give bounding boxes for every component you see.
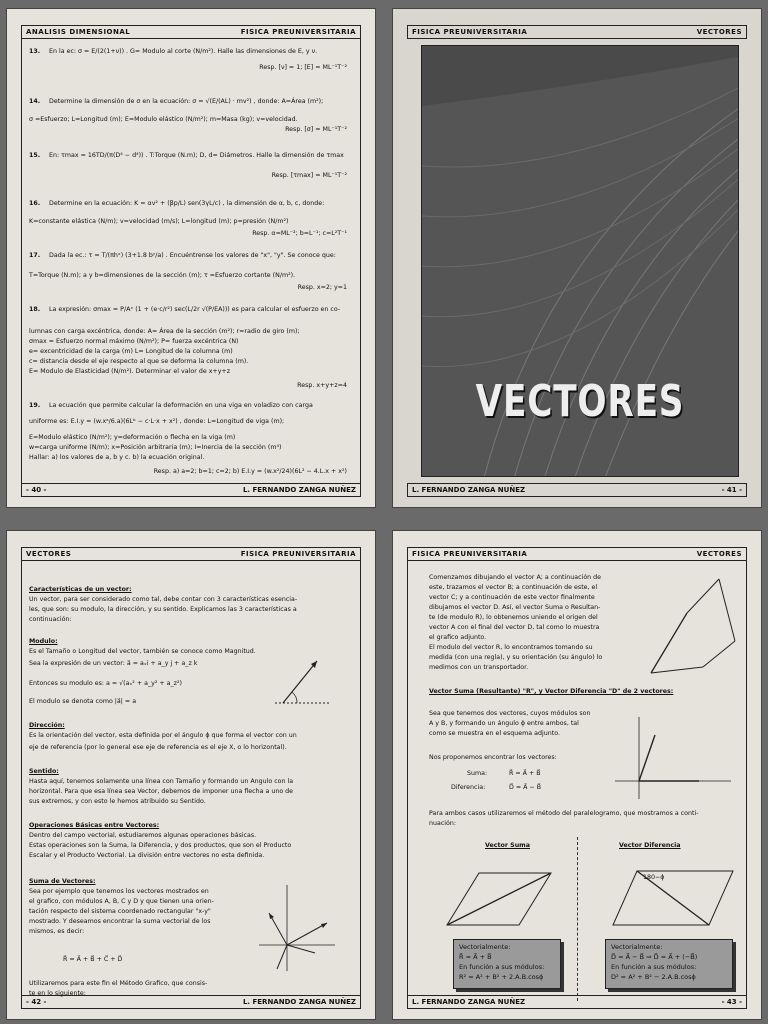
problem-19-text-3: E=Modulo elástico (N/m²); y=deformación o flecha en la viga (m) bbox=[29, 434, 236, 441]
page-footer bbox=[407, 483, 747, 497]
divider bbox=[577, 837, 578, 1001]
paragraph-line: eje de referencia (por lo general ese eje de referencia es el eje X, o lo horizontal). bbox=[29, 744, 287, 751]
paragraph-line: A y B, y formando un ángulo ϕ entre ambos, tal bbox=[429, 720, 579, 727]
paragraph-line: Comenzamos dibujando el vector A; a continuación de bbox=[429, 574, 602, 581]
page-header bbox=[21, 25, 361, 39]
header-left: VECTORES bbox=[26, 550, 72, 558]
caption-vector-sum: Vector Suma bbox=[485, 842, 530, 849]
box-line: R⃗ = A⃗ + B⃗ bbox=[459, 953, 492, 961]
paragraph-line: el grafico adjunto. bbox=[429, 634, 487, 641]
paragraph-line: mostrado. Y deseamos encontrar la suma vectorial de los bbox=[29, 918, 211, 925]
vector-sum-equation: R⃗ = A⃗ + B⃗ + C⃗ + D⃗ bbox=[63, 956, 123, 963]
problem-15-number: 15. bbox=[29, 152, 41, 159]
difference-label: Diferencia: bbox=[451, 784, 486, 791]
page-header bbox=[21, 547, 361, 561]
paragraph-line: mismos, es decir: bbox=[29, 928, 85, 935]
paragraph-line: Escalar y el Producto Vectorial. La división entre vectores no esta definida. bbox=[29, 852, 265, 859]
paragraph-line: Es la orientación del vector, esta definida por el ángulo ϕ que forma el vector con un bbox=[29, 732, 297, 739]
page-header bbox=[407, 547, 747, 561]
two-vectors-diagram bbox=[613, 715, 733, 805]
problem-14-answer: Resp. [σ] = ML⁻¹T⁻² bbox=[285, 126, 347, 133]
header-left: ANALISIS DIMENSIONAL bbox=[26, 28, 131, 36]
problem-15-answer: Resp. [τmax] = ML⁻¹T⁻² bbox=[271, 172, 347, 179]
section-title-operations: Operaciones Básicas entre Vectores: bbox=[29, 822, 160, 829]
problem-18-text-4: e= excentricidad de la carga (m) L= Longitud de la columna (m) bbox=[29, 348, 233, 355]
header-left: FISICA PREUNIVERSITARIA bbox=[412, 28, 528, 36]
paragraph-line: Para ambos casos utilizaremos el método del paralelogramo, que mostramos a conti- bbox=[429, 810, 699, 817]
section-title-modulo: Modulo: bbox=[29, 638, 58, 645]
problem-18-text-2: lumnas con carga excéntrica, donde: A= Área de la sección (m²); r=radio de giro (m); bbox=[29, 328, 300, 335]
section-title-sum-difference: Vector Suma (Resultante) "R", y Vector Diferencia "D" de 2 vectores: bbox=[429, 688, 674, 695]
paragraph-line: Es el Tamaño o Longitud del vector, también se conoce como Magnitud. bbox=[29, 648, 256, 655]
difference-formula-box bbox=[605, 939, 733, 989]
section-title-sense: Sentido: bbox=[29, 768, 59, 775]
section-title-characteristics: Características de un vector: bbox=[29, 586, 132, 593]
problem-14-number: 14. bbox=[29, 98, 41, 105]
paragraph-line: El modulo del vector R, lo encontramos tomando su bbox=[429, 644, 593, 651]
paragraph-line: sus extremos, y con esto le hemos atribuido su Sentido. bbox=[29, 798, 206, 805]
author-name: L. FERNANDO ZANGA NUÑEZ bbox=[412, 486, 526, 494]
page-number: - 42 - bbox=[26, 998, 47, 1006]
paragraph-line: medida (con una regla), y su orientación (su ángulo) lo bbox=[429, 654, 603, 661]
caption-vector-difference: Vector Diferencia bbox=[619, 842, 681, 849]
page-number: - 41 - bbox=[721, 486, 742, 494]
chapter-title: VECTORES bbox=[475, 376, 685, 427]
page-footer bbox=[407, 995, 747, 1009]
header-left: FISICA PREUNIVERSITARIA bbox=[412, 550, 528, 558]
box-line: Vectorialmente: bbox=[459, 943, 511, 951]
paragraph-line: te (de modulo R), lo obtenemos uniendo el origen del bbox=[429, 614, 598, 621]
paragraph-line: Hasta aquí, tenemos solamente una línea con Tamaño y formando un Angulo con la bbox=[29, 778, 294, 785]
paragraph-line: Nos proponemos encontrar los vectores: bbox=[429, 754, 557, 761]
angle-label: 180−ϕ bbox=[643, 874, 665, 881]
parallelogram-sum-diagram bbox=[441, 855, 561, 935]
paragraph-line: tación respecto del sistema coordenado rectangular "x-y" bbox=[29, 908, 211, 915]
header-right: FISICA PREUNIVERSITARIA bbox=[240, 28, 356, 36]
modulus-formula: Entonces su modulo es: a = √(aₓ² + a_y² + a_z²) bbox=[29, 680, 182, 687]
box-line: En función a sus módulos: bbox=[611, 963, 697, 971]
paragraph-line: Estas operaciones son la Suma, la Diferencia, y dos productos, que son el Producto bbox=[29, 842, 292, 849]
page-header bbox=[407, 25, 747, 39]
sum-formula-box bbox=[453, 939, 561, 989]
paragraph-line: vector A con el final del vector D, tal como lo muestra bbox=[429, 624, 600, 631]
paragraph-line: les, que son: su modulo, la dirección, y su sentido. Explicamos las 3 características a bbox=[29, 606, 297, 613]
paragraph-line: nuación: bbox=[429, 820, 457, 827]
problem-16-text-2: K=constante elástica (N/m); v=velocidad (m/s); L=longitud (m); p=presión (N/m²) bbox=[29, 218, 289, 225]
problem-18-text-5: c= distancia desde el eje respecto al que se deforma la columna (m). bbox=[29, 358, 249, 365]
author-name: L. FERNANDO ZANGA NUÑEZ bbox=[412, 998, 526, 1006]
problem-19-text-5: Hallar: a) los valores de a, b y c. b) la ecuación original. bbox=[29, 454, 205, 461]
problem-19-text-4: w=carga uniforme (N/m); x=Posición arbitraria (m); I=Inercia de la sección (m⁴) bbox=[29, 444, 282, 451]
chapter-cover bbox=[421, 45, 739, 477]
problem-14-text-1: Determine la dimensión de σ en la ecuación: σ = √(E/(AL) · mv²) , donde: A=Área (m²); bbox=[49, 98, 324, 105]
header-right: VECTORES bbox=[696, 550, 742, 558]
page-footer bbox=[21, 995, 361, 1009]
page-40 bbox=[6, 8, 376, 508]
paragraph-line: este, trazamos el vector B; a continuación de este, el bbox=[429, 584, 598, 591]
box-line: D² = A² + B² − 2.A.B.cosϕ bbox=[611, 973, 696, 981]
problem-17-answer: Resp. x=2; y=1 bbox=[297, 284, 347, 291]
problem-17-text-2: T=Torque (N.m); a y b=dimensiones de la sección (m); τ =Esfuerzo cortante (N/m²). bbox=[29, 272, 296, 279]
parallelogram-difference-diagram bbox=[603, 855, 753, 935]
header-right: FISICA PREUNIVERSITARIA bbox=[240, 550, 356, 558]
box-line: R² = A² + B² + 2.A.B.cosϕ bbox=[459, 973, 544, 981]
author-name: L. FERNANDO ZANGA NUÑEZ bbox=[242, 486, 356, 494]
problem-17-number: 17. bbox=[29, 252, 41, 259]
section-title-direction: Dirección: bbox=[29, 722, 65, 729]
vector-expression: Sea la expresión de un vector: a⃗ = aₓi + a_y j + a_z k bbox=[29, 660, 198, 667]
paragraph-line: como se muestra en el esquema adjunto. bbox=[429, 730, 560, 737]
author-name: L. FERNANDO ZANGA NUÑEZ bbox=[242, 998, 356, 1006]
problem-15-text: En: τmax = 16TD/(π(D⁴ − d⁴)) . T:Torque (N.m); D, d= Diámetros. Halle la dimensión de τmax bbox=[49, 152, 344, 159]
problem-19-text-1: La ecuación que permite calcular la deformación en una viga en voladizo con carga bbox=[49, 402, 313, 409]
problem-19-number: 19. bbox=[29, 402, 41, 409]
problem-16-answer: Resp. α=ML⁻²; b=L⁻¹; c=L²T⁻¹ bbox=[252, 230, 347, 237]
paragraph-line: continuación: bbox=[29, 616, 72, 623]
problem-18-text-1: La expresión: σmax = P/Aˣ (1 + (e·c/r²) sec(L/2r √(P/EA))) es para calcular el esfuerzo en co- bbox=[49, 306, 341, 313]
page-number: - 40 - bbox=[26, 486, 47, 494]
paragraph-line: horizontal. Para que esa línea sea Vector, debemos de imponer una flecha a uno de bbox=[29, 788, 294, 795]
problem-18-answer: Resp. x+y+z=4 bbox=[297, 382, 347, 389]
modulus-notation: El modulo se denota como |a⃗| = a bbox=[29, 698, 137, 705]
problem-18-text-6: E= Modulo de Elasticidad (N/m²). Determinar el valor de x+y+z bbox=[29, 368, 231, 375]
sum-label: Suma: bbox=[467, 770, 488, 777]
page-number: - 43 - bbox=[721, 998, 742, 1006]
box-line: En función a sus módulos: bbox=[459, 963, 545, 971]
paragraph-line: medimos con un transportador. bbox=[429, 664, 529, 671]
sum-equation: R⃗ = A⃗ + B⃗ bbox=[509, 770, 541, 777]
problem-13-number: 13. bbox=[29, 48, 41, 55]
paragraph-line: dibujamos el vector D. Así, el vector Suma o Resultan- bbox=[429, 604, 601, 611]
page-41 bbox=[392, 8, 762, 508]
problem-18-number: 18. bbox=[29, 306, 41, 313]
problem-17-text-1: Dada la ec.: τ = T/(πhˣ) (3+1.8 bʸ/a) . Encuéntrense los valores de "x", "y". Se conoce que: bbox=[49, 252, 336, 259]
header-right: VECTORES bbox=[696, 28, 742, 36]
four-vectors-diagram bbox=[257, 883, 337, 973]
problem-16-number: 16. bbox=[29, 200, 41, 207]
problem-19-answer: Resp. a) a=2; b=1; c=2; b) E.I.y = (w.x²/24)(6L² − 4.L.x + x²) bbox=[153, 468, 347, 475]
problem-13-answer: Resp. [ν] = 1; [E] = ML⁻¹T⁻² bbox=[259, 64, 347, 71]
problem-13-text: En la ec: σ = E/(2(1+ν)) . G= Modulo al corte (N/m²). Halle las dimensiones de E, y ν. bbox=[49, 48, 318, 55]
vector-angle-diagram bbox=[273, 651, 333, 711]
difference-equation: D⃗ = A⃗ − B⃗ bbox=[509, 784, 542, 791]
paragraph-line: Un vector, para ser considerado como tal, debe contar con 3 características esencia- bbox=[29, 596, 298, 603]
paragraph-line: Utilizaremos para este fin el Método Grafico, que consis- bbox=[29, 980, 208, 987]
page-42 bbox=[6, 530, 376, 1020]
paragraph-line: Sea por ejemplo que tenemos los vectores mostrados en bbox=[29, 888, 209, 895]
page-43 bbox=[392, 530, 762, 1020]
section-title-vector-sum: Suma de Vectores: bbox=[29, 878, 96, 885]
paragraph-line: vector C; y a continuación de este vector finalmente bbox=[429, 594, 595, 601]
paragraph-line: Sea que tenemos dos vectores, cuyos módulos son bbox=[429, 710, 591, 717]
page-footer bbox=[21, 483, 361, 497]
problem-19-text-2: uniforme es: E.I.y = (w.xᵃ/6.a)(6Lᵇ − c·L·x + x²) , donde: L=Longitud de viga (m); bbox=[29, 418, 285, 425]
box-line: D⃗ = A⃗ − B⃗ ⇒ D⃗ = A⃗ + (−B⃗) bbox=[611, 953, 698, 961]
box-line: Vectorialmente: bbox=[611, 943, 663, 951]
paragraph-line: el grafico, con módulos A, B, C y D y que tienen una orien- bbox=[29, 898, 214, 905]
paragraph-line: Dentro del campo vectorial, estudiaremos algunas operaciones básicas. bbox=[29, 832, 257, 839]
problem-18-text-3: σmax = Esfuerzo normal máximo (N/m²); P= fuerza excéntrica (N) bbox=[29, 338, 239, 345]
paragraph-line: te en lo siguiente: bbox=[29, 990, 86, 997]
polygon-method-diagram bbox=[643, 571, 753, 681]
problem-16-text-1: Determine en la ecuación: K = αv² + (βp/L) sen(3γL/c) , la dimensión de α, b, c, donde: bbox=[49, 200, 325, 207]
problem-14-text-2: σ =Esfuerzo; L=Longitud (m); E=Modulo elástico (N/m²); m=Masa (kg); v=velocidad. bbox=[29, 116, 298, 123]
